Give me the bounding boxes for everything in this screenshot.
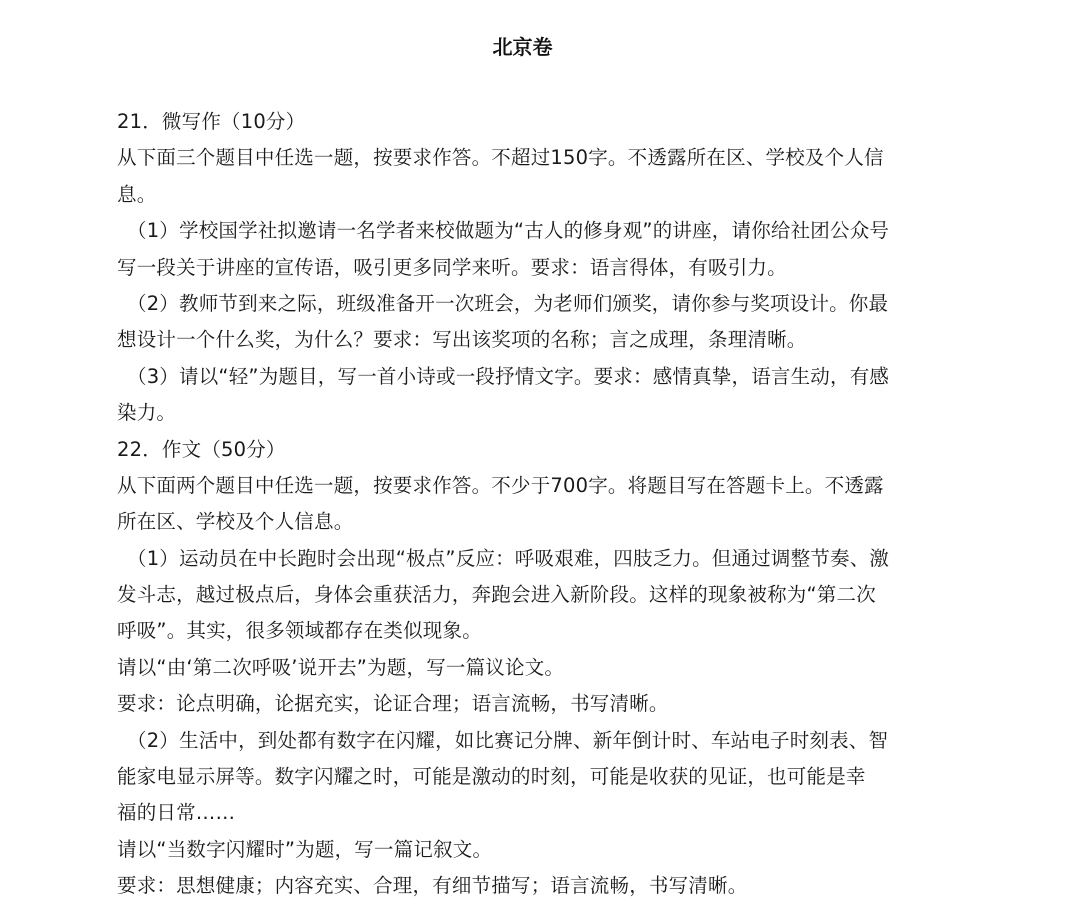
question-22-instructions-cont: 所在区、学校及个人信息。 <box>117 510 354 534</box>
question-21-option-2-cont: 想设计一个什么奖，为什么？要求：写出该奖项的名称；言之成理，条理清晰。 <box>117 328 807 352</box>
question-22-option-2-cont-2: 福的日常…… <box>117 801 236 825</box>
question-22-heading: 22．作文（50分） <box>117 437 286 461</box>
question-21-instructions: 从下面三个题目中任选一题，按要求作答。不超过150字。不透露所在区、学校及个人信 <box>117 146 884 170</box>
exam-content <box>117 104 932 905</box>
question-21-instructions-cont: 息。 <box>117 182 157 206</box>
question-22-instructions: 从下面两个题目中任选一题，按要求作答。不少于700字。将题目写在答题卡上。不透露 <box>117 473 884 497</box>
question-22-option-1-cont-2: 呼吸”。其实，很多领域都存在类似现象。 <box>117 619 482 643</box>
question-22-option-1-requirements: 要求：论点明确，论据充实，论证合理；语言流畅，书写清晰。 <box>117 692 669 716</box>
question-22-option-1-prompt: 请以“由‘第二次呼吸’说开去”为题，写一篇议论文。 <box>117 655 565 679</box>
question-21-heading: 21．微写作（10分） <box>117 110 306 133</box>
question-22-option-2-requirements: 要求：思想健康；内容充实、合理，有细节描写；语言流畅，书写清晰。 <box>117 874 748 898</box>
question-21-option-1: （1）学校国学社拟邀请一名学者来校做题为“古人的修身观”的讲座，请你给社团公众号 <box>127 219 890 243</box>
question-22-option-2: （2）生活中，到处都有数字在闪耀，如比赛记分牌、新年倒计时、车站电子时刻表、智 <box>127 728 889 752</box>
page-title: 北京卷 <box>492 35 553 59</box>
question-22-option-1-cont: 发斗志，越过极点后，身体会重获活力，奔跑会进入新阶段。这样的现象被称为“第二次 <box>117 583 876 607</box>
question-21-option-3-cont: 染力。 <box>117 401 177 425</box>
question-22-option-2-cont: 能家电显示屏等。数字闪耀之时，可能是激动的时刻，可能是收获的见证，也可能是幸 <box>117 765 866 789</box>
question-22-option-1: （1）运动员在中长跑时会出现“极点”反应：呼吸艰难，四肢乏力。但通过调整节奏、激 <box>127 546 890 570</box>
question-22-option-2-prompt: 请以“当数字闪耀时”为题，写一篇记叙文。 <box>117 837 493 861</box>
question-21-option-3: （3）请以“轻”为题目，写一首小诗或一段抒情文字。要求：感情真挚，语言生动，有感 <box>127 364 890 388</box>
question-21-option-2: （2）教师节到来之际，班级准备开一次班会，为老师们颁奖，请你参与奖项设计。你最 <box>127 291 889 315</box>
question-21-option-1-cont: 写一段关于讲座的宣传语，吸引更多同学来听。要求：语言得体，有吸引力。 <box>117 255 787 279</box>
